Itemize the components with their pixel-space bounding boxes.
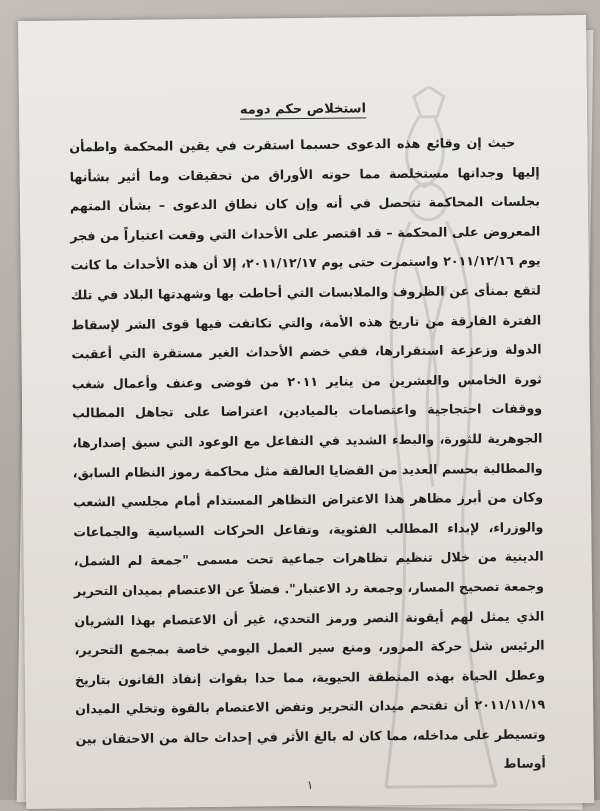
document-body bbox=[69, 128, 546, 784]
document-title-text: استخلاص حكم دومه bbox=[239, 101, 367, 118]
body-paragraph: حيث إن وقائع هذه الدعوى حسبما استقرت في يقين المحكمة واطمأن إليها وجدانها مستخلصة مما حوته الأوراق من تحقيقات وما أثير بشأنها بجلسات المحاكمة تتحصل في أنه وإن كان نطاق الدعوى – بشأن المتهم المعروض على المحكمة – قد اقتصر على الأحداث التي وقعت اعتباراً من فجر يوم ٢٠١١/١٢/١٦ واستمرت حتى يوم ٢٠١١/١٢/١٧، إلا أن هذه الأحداث ما كانت لتقع بمنأى عن الظروف والملابسات التي أحاطت بها وشهدتها البلاد في تلك الفترة الفارقة من تاريخ هذه الأمة، والتي تكاتفت فيها قوى الشر لإسقاط الدولة وزعزعة استقرارها، ففي خضم الأحداث الغير مستقرة التي أعقبت ثورة الخامس والعشرين من يناير ٢٠١١ من فوضى وعنف وأعمال شغب ووقفات احتجاجية واعتصامات بالميادين، اعتراضا على تجاهل المطالب الجوهرية للثورة، والبطء الشديد في التفاعل مع الوعود التي سبق إصدارها، والمطالبة بحسم العديد من القضايا العالقة مثل محاكمة رموز النظام السابق، وكان من أبرز مظاهر هذا الاعتراض التظاهر المستدام أمام مجلسي الشعب والوزراء، لإبداء المطالب الفئوية، وتفاعل الحركات السياسية والجماعات الدينية من خلال تنظيم تظاهرات جماعية تحت مسمى "جمعة لم الشمل، وجمعة تصحيح المسار، وجمعة رد الاعتبار". فضلاً عن الاعتصام بميدان التحرير الذي يمثل لهم أيقونة النصر ورمز التحدي، غير أن الاعتصام بهذا الشريان الرئيس شل حركة المرور، ومنع سير العمل اليومي خاصة بمجمع التحرير، وعطل الحياة بهذه المنطقة الحيوية، مما حدا بقوات إنفاذ القانون بتاريخ ٢٠١١/١١/١٩ أن تقتحم ميدان التحرير وتفض الاعتصام بالقوة وتخلي الميدان وتسيطر على مداخله، مما كان له بالغ الأثر في إحداث حالة من الاحتقان بين أوساط bbox=[69, 134, 546, 772]
page-number: ١ bbox=[306, 777, 314, 792]
document-page bbox=[18, 15, 594, 809]
